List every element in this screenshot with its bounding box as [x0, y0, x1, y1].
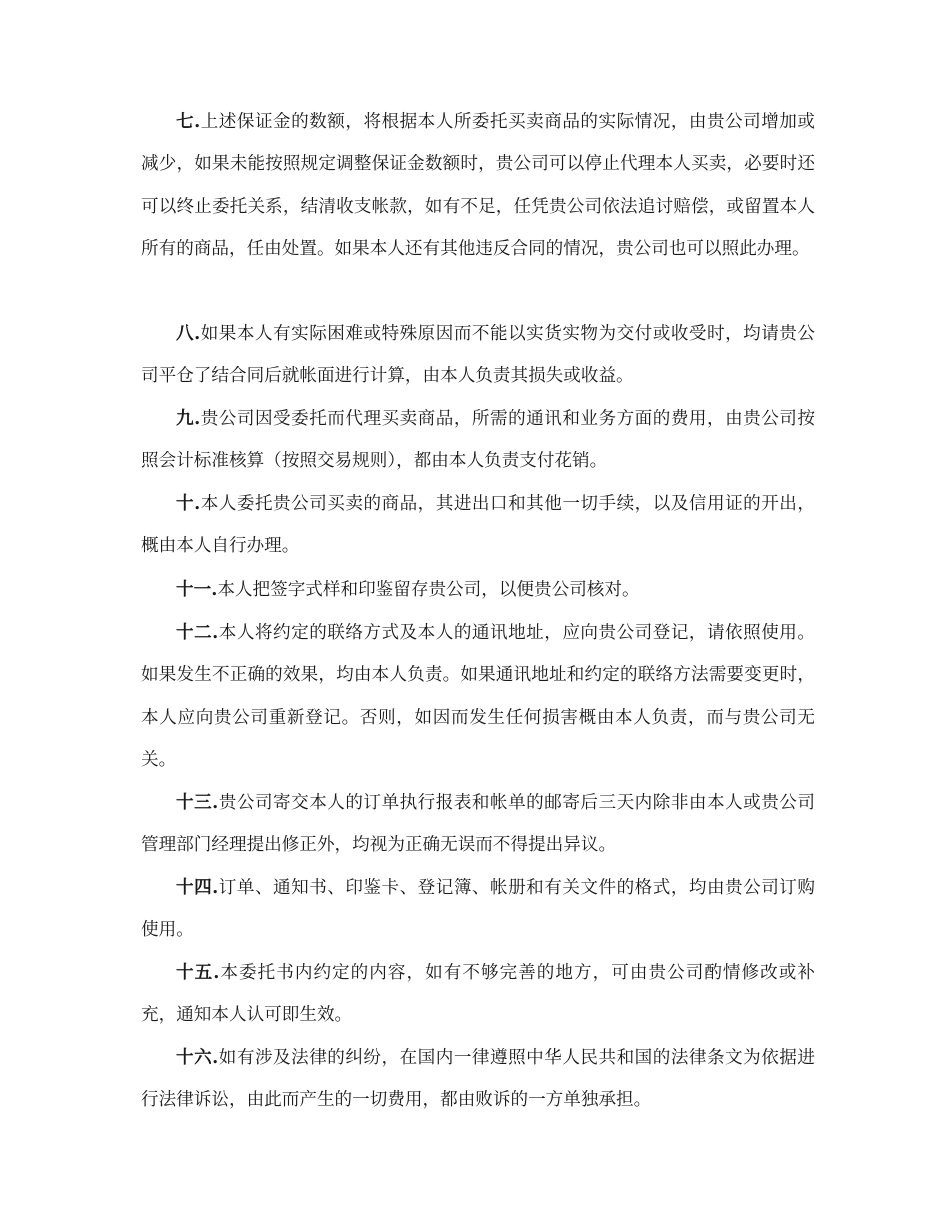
clause-13 [141, 782, 815, 867]
clause-7 [141, 101, 815, 270]
clause-text: 如有涉及法律的纠纷，在国内一律遵照中华人民共和国的法律条文为依据进行法律诉讼，由此而产生的一切费用，都由败诉的一方单独承担。 [141, 1048, 815, 1111]
clause-number: 十三. [176, 792, 219, 813]
clause-text: 如果本人有实际困难或特殊原因而不能以实货实物为交付或收受时，均请贵公司平仓了结合同后就帐面进行计算，由本人负责其损失或收益。 [141, 324, 815, 387]
clause-number: 十五. [176, 962, 220, 983]
clause-14 [141, 867, 815, 952]
clause-9 [141, 398, 815, 483]
clause-number: 十四. [176, 877, 219, 898]
clause-number: 十. [176, 493, 201, 514]
clause-10 [141, 483, 815, 568]
clause-8 [141, 313, 815, 398]
clause-number: 八. [176, 323, 201, 344]
clause-text: 本委托书内约定的内容，如有不够完善的地方，可由贵公司酌情修改或补充，通知本人认可即生效。 [141, 963, 815, 1026]
clause-text: 本人委托贵公司买卖的商品，其进出口和其他一切手续，以及信用证的开出，概由本人自行办理。 [141, 494, 815, 557]
clause-number: 十六. [176, 1047, 219, 1068]
clause-16 [141, 1037, 815, 1122]
clause-15 [141, 952, 815, 1037]
clause-text: 贵公司寄交本人的订单执行报表和帐单的邮寄后三天内除非由本人或贵公司管理部门经理提出修正外，均视为正确无误而不得提出异议。 [141, 793, 815, 856]
clause-number: 九. [176, 408, 201, 429]
clause-text: 本人把签字式样和印鉴留存贵公司，以便贵公司核对。 [217, 580, 640, 600]
clause-11 [141, 569, 815, 611]
clause-number: 七. [176, 111, 201, 132]
clause-number: 十一. [176, 579, 218, 600]
clause-text: 贵公司因受委托而代理买卖商品，所需的通讯和业务方面的费用，由贵公司按照会计标准核算（按照交易规则），都由本人负责支付花销。 [141, 409, 815, 472]
clause-text: 上述保证金的数额，将根据本人所委托买卖商品的实际情况，由贵公司增加或减少，如果未能按照规定调整保证金数额时，贵公司可以停止代理本人买卖，必要时还可以终止委托关系，结清收支帐款，如有不足，任凭贵公司依法追讨赔偿，或留置本人所有的商品，任由处置。如果本人还有其他违反合同的情况，贵公司也可以照此办理。 [141, 112, 815, 259]
clause-12 [141, 612, 815, 781]
clause-number: 十二. [176, 622, 219, 643]
clause-text: 本人将约定的联络方式及本人的通讯地址，应向贵公司登记，请依照使用。如果发生不正确的效果，均由本人负责。如果通讯地址和约定的联络方法需要变更时，本人应向贵公司重新登记。否则，如因而发生任何损害概由本人负责，而与贵公司无关。 [141, 623, 815, 770]
clause-text: 订单、通知书、印鉴卡、登记簿、帐册和有关文件的格式，均由贵公司订购使用。 [141, 878, 815, 941]
